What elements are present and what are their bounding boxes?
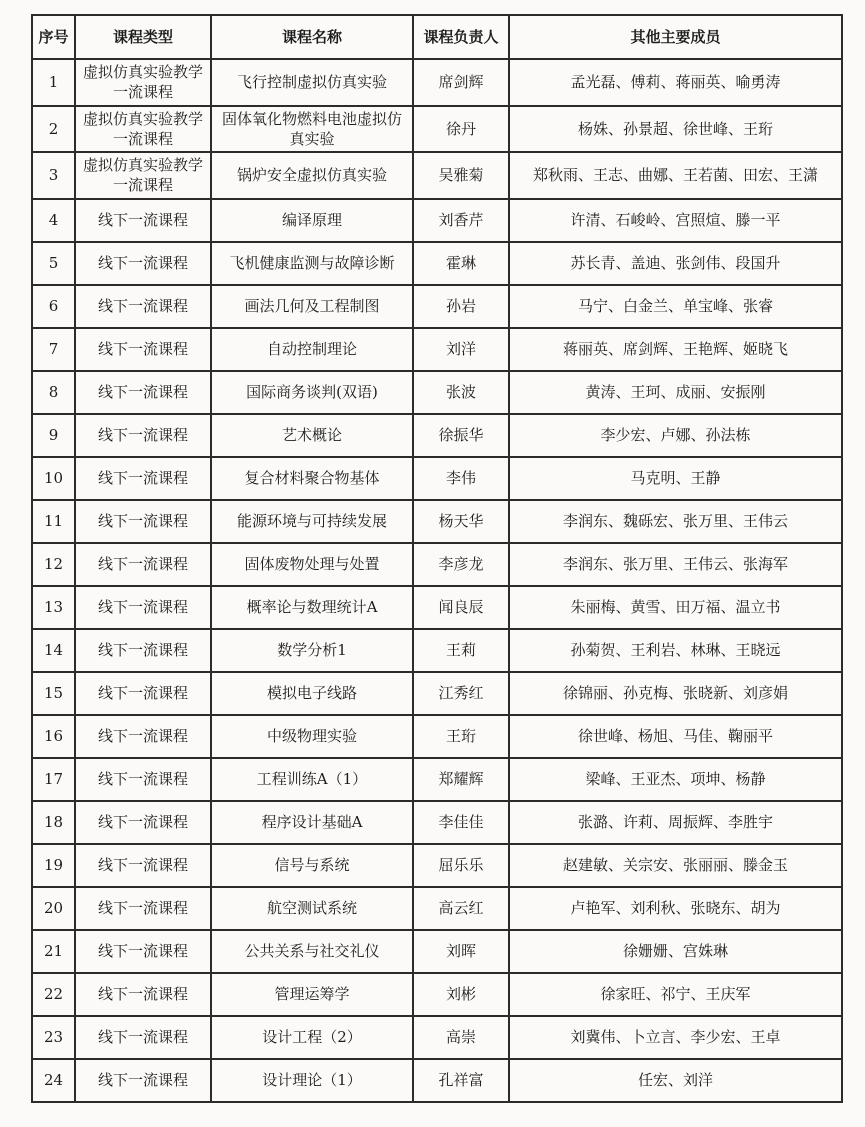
cell-row-number: 17: [32, 758, 75, 801]
cell-course-name: 能源环境与可持续发展: [211, 500, 413, 543]
cell-members: 梁峰、王亚杰、项坤、杨静: [509, 758, 842, 801]
cell-course-name: 模拟电子线路: [211, 672, 413, 715]
cell-members: 赵建敏、关宗安、张丽丽、滕金玉: [509, 844, 842, 887]
cell-course-type: 线下一流课程: [75, 1016, 211, 1059]
table-row: [32, 59, 842, 106]
cell-members: 张潞、许莉、周振辉、李胜宇: [509, 801, 842, 844]
cell-row-number: 1: [32, 59, 75, 106]
cell-course-type: 线下一流课程: [75, 930, 211, 973]
cell-course-type: 线下一流课程: [75, 371, 211, 414]
cell-members: 徐世峰、杨旭、马佳、鞠丽平: [509, 715, 842, 758]
cell-course-leader: 李伟: [413, 457, 509, 500]
cell-row-number: 15: [32, 672, 75, 715]
cell-course-name: 设计理论（1）: [211, 1059, 413, 1102]
table-row: [32, 930, 842, 973]
cell-course-name: 航空测试系统: [211, 887, 413, 930]
cell-members: 徐姗姗、宫姝琳: [509, 930, 842, 973]
cell-row-number: 2: [32, 106, 75, 153]
table-row: [32, 543, 842, 586]
cell-course-name: 艺术概论: [211, 414, 413, 457]
table-row: [32, 629, 842, 672]
cell-course-type: 线下一流课程: [75, 973, 211, 1016]
cell-course-name: 国际商务谈判(双语): [211, 371, 413, 414]
cell-row-number: 7: [32, 328, 75, 371]
cell-course-type: 线下一流课程: [75, 457, 211, 500]
table-row: [32, 887, 842, 930]
cell-course-leader: 李彦龙: [413, 543, 509, 586]
cell-row-number: 21: [32, 930, 75, 973]
cell-members: 马宁、白金兰、单宝峰、张睿: [509, 285, 842, 328]
cell-course-leader: 郑耀辉: [413, 758, 509, 801]
cell-row-number: 6: [32, 285, 75, 328]
cell-members: 徐家旺、祁宁、王庆军: [509, 973, 842, 1016]
table-row: [32, 328, 842, 371]
cell-course-name: 信号与系统: [211, 844, 413, 887]
cell-members: 郑秋雨、王志、曲娜、王若菌、田宏、王潇: [509, 152, 842, 199]
table-row: [32, 457, 842, 500]
cell-course-name: 数学分析1: [211, 629, 413, 672]
cell-members: 马克明、王静: [509, 457, 842, 500]
cell-row-number: 3: [32, 152, 75, 199]
cell-course-leader: 徐振华: [413, 414, 509, 457]
table-row: [32, 1059, 842, 1102]
col-header-no: 序号: [32, 15, 75, 59]
table-row: [32, 801, 842, 844]
cell-course-leader: 刘晖: [413, 930, 509, 973]
header-row: [32, 15, 842, 59]
table-row: [32, 586, 842, 629]
cell-course-name: 锅炉安全虚拟仿真实验: [211, 152, 413, 199]
cell-row-number: 4: [32, 199, 75, 242]
cell-course-type: 线下一流课程: [75, 758, 211, 801]
cell-course-leader: 刘香芹: [413, 199, 509, 242]
cell-course-leader: 刘洋: [413, 328, 509, 371]
cell-row-number: 12: [32, 543, 75, 586]
table-row: [32, 500, 842, 543]
table-row: [32, 152, 842, 199]
cell-members: 李少宏、卢娜、孙法栋: [509, 414, 842, 457]
cell-members: 苏长青、盖迪、张剑伟、段国升: [509, 242, 842, 285]
cell-members: 李润东、魏砾宏、张万里、王伟云: [509, 500, 842, 543]
cell-row-number: 16: [32, 715, 75, 758]
table-row: [32, 106, 842, 153]
cell-course-name: 固体废物处理与处置: [211, 543, 413, 586]
col-header-leader: 课程负责人: [413, 15, 509, 59]
table-row: [32, 242, 842, 285]
cell-course-leader: 刘彬: [413, 973, 509, 1016]
cell-course-leader: 徐丹: [413, 106, 509, 153]
table-row: [32, 758, 842, 801]
cell-course-name: 工程训练A（1）: [211, 758, 413, 801]
cell-members: 徐锦丽、孙克梅、张晓新、刘彦娟: [509, 672, 842, 715]
table-row: [32, 1016, 842, 1059]
cell-course-name: 概率论与数理统计A: [211, 586, 413, 629]
cell-course-name: 公共关系与社交礼仪: [211, 930, 413, 973]
cell-course-type: 线下一流课程: [75, 543, 211, 586]
cell-row-number: 9: [32, 414, 75, 457]
cell-row-number: 5: [32, 242, 75, 285]
table-row: [32, 715, 842, 758]
cell-members: 孙菊贺、王利岩、林琳、王晓远: [509, 629, 842, 672]
cell-course-leader: 高崇: [413, 1016, 509, 1059]
cell-row-number: 10: [32, 457, 75, 500]
cell-course-type: 虚拟仿真实验教学一流课程: [75, 152, 211, 199]
cell-course-name: 飞机健康监测与故障诊断: [211, 242, 413, 285]
course-table: [31, 14, 843, 1103]
cell-members: 蒋丽英、席剑辉、王艳辉、姬晓飞: [509, 328, 842, 371]
cell-members: 杨姝、孙景超、徐世峰、王珩: [509, 106, 842, 153]
cell-course-leader: 孙岩: [413, 285, 509, 328]
cell-course-leader: 江秀红: [413, 672, 509, 715]
cell-course-type: 线下一流课程: [75, 199, 211, 242]
table-row: [32, 973, 842, 1016]
cell-members: 许清、石峻岭、宫照煊、滕一平: [509, 199, 842, 242]
cell-row-number: 19: [32, 844, 75, 887]
col-header-name: 课程名称: [211, 15, 413, 59]
cell-course-name: 固体氧化物燃料电池虚拟仿真实验: [211, 106, 413, 153]
cell-course-leader: 高云红: [413, 887, 509, 930]
cell-course-name: 中级物理实验: [211, 715, 413, 758]
cell-course-type: 虚拟仿真实验教学一流课程: [75, 59, 211, 106]
cell-members: 刘冀伟、卜立言、李少宏、王卓: [509, 1016, 842, 1059]
cell-course-name: 自动控制理论: [211, 328, 413, 371]
table-row: [32, 844, 842, 887]
cell-row-number: 14: [32, 629, 75, 672]
cell-members: 孟光磊、傅莉、蒋丽英、喻勇涛: [509, 59, 842, 106]
cell-course-type: 线下一流课程: [75, 887, 211, 930]
cell-course-leader: 张波: [413, 371, 509, 414]
cell-row-number: 23: [32, 1016, 75, 1059]
cell-row-number: 18: [32, 801, 75, 844]
cell-course-leader: 孔祥富: [413, 1059, 509, 1102]
cell-course-type: 线下一流课程: [75, 500, 211, 543]
cell-course-type: 线下一流课程: [75, 328, 211, 371]
cell-course-type: 线下一流课程: [75, 242, 211, 285]
table-row: [32, 414, 842, 457]
cell-course-type: 线下一流课程: [75, 672, 211, 715]
cell-members: 李润东、张万里、王伟云、张海军: [509, 543, 842, 586]
cell-course-type: 线下一流课程: [75, 801, 211, 844]
cell-course-name: 画法几何及工程制图: [211, 285, 413, 328]
cell-course-name: 管理运筹学: [211, 973, 413, 1016]
cell-row-number: 22: [32, 973, 75, 1016]
cell-course-name: 程序设计基础A: [211, 801, 413, 844]
cell-course-leader: 闻良辰: [413, 586, 509, 629]
cell-course-type: 线下一流课程: [75, 414, 211, 457]
col-header-members: 其他主要成员: [509, 15, 842, 59]
cell-members: 朱丽梅、黄雪、田万福、温立书: [509, 586, 842, 629]
cell-row-number: 13: [32, 586, 75, 629]
table-row: [32, 672, 842, 715]
cell-course-leader: 席剑辉: [413, 59, 509, 106]
cell-course-name: 飞行控制虚拟仿真实验: [211, 59, 413, 106]
table-row: [32, 371, 842, 414]
cell-members: 任宏、刘洋: [509, 1059, 842, 1102]
cell-course-leader: 霍琳: [413, 242, 509, 285]
cell-course-leader: 李佳佳: [413, 801, 509, 844]
cell-members: 卢艳军、刘利秋、张晓东、胡为: [509, 887, 842, 930]
table-row: [32, 199, 842, 242]
table-row: [32, 285, 842, 328]
cell-course-name: 复合材料聚合物基体: [211, 457, 413, 500]
cell-row-number: 20: [32, 887, 75, 930]
cell-course-type: 线下一流课程: [75, 1059, 211, 1102]
cell-course-type: 线下一流课程: [75, 285, 211, 328]
cell-course-type: 虚拟仿真实验教学一流课程: [75, 106, 211, 153]
cell-course-type: 线下一流课程: [75, 629, 211, 672]
cell-course-leader: 屈乐乐: [413, 844, 509, 887]
cell-course-leader: 吴雅菊: [413, 152, 509, 199]
cell-course-leader: 王莉: [413, 629, 509, 672]
cell-course-type: 线下一流课程: [75, 586, 211, 629]
cell-course-type: 线下一流课程: [75, 844, 211, 887]
cell-course-leader: 王珩: [413, 715, 509, 758]
col-header-type: 课程类型: [75, 15, 211, 59]
cell-row-number: 24: [32, 1059, 75, 1102]
cell-course-name: 编译原理: [211, 199, 413, 242]
cell-course-name: 设计工程（2）: [211, 1016, 413, 1059]
cell-row-number: 11: [32, 500, 75, 543]
cell-row-number: 8: [32, 371, 75, 414]
cell-course-leader: 杨天华: [413, 500, 509, 543]
cell-members: 黄涛、王珂、成丽、安振刚: [509, 371, 842, 414]
cell-course-type: 线下一流课程: [75, 715, 211, 758]
